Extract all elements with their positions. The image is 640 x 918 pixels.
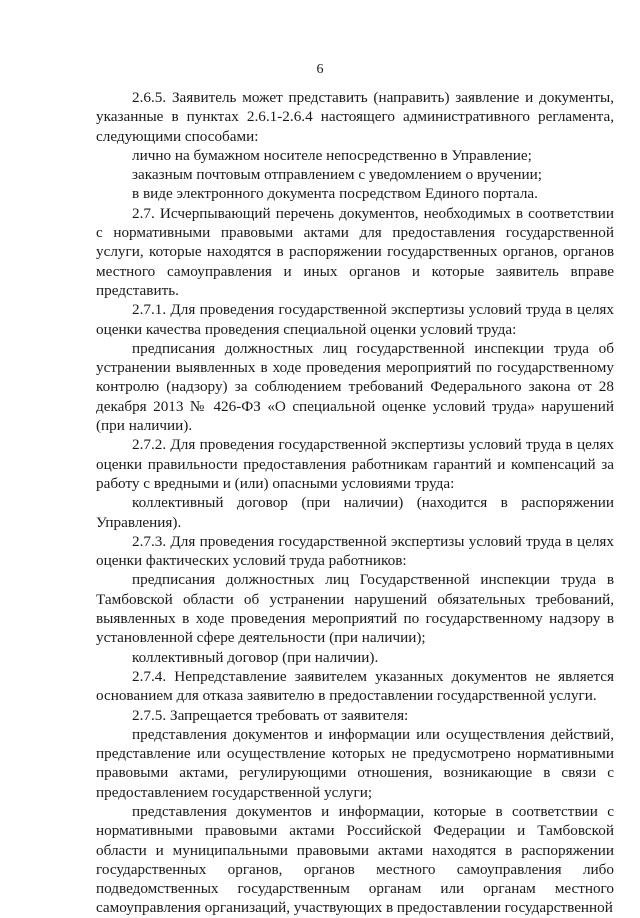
paragraph: представления документов и информации или осуществления действий, представление или осуществление которых не предусмотрено нормативными правовыми актами, регулирующими отношения, возникающие в связи с предоставлением государственной услуги; xyxy=(96,725,614,801)
paragraph: предписания должностных лиц Государственной инспекции труда в Тамбовской области об устранении нарушений обязательных требований, выявленных в ходе проведения мероприятий по государственному надзору в установленной сфере деятельности (при наличии); xyxy=(96,571,614,647)
paragraph: 2.7.3. Для проведения государственной экспертизы условий труда в целях оценки фактических условий труда работников: xyxy=(96,532,614,570)
paragraph: предписания должностных лиц государственной инспекции труда об устранении выявленных в ходе проведения мероприятий по государственному контролю (надзору) за соблюдением требований Федерального закона от 28 декабря 2013 № 426-ФЗ «О специальной оценке условий труда» нарушений (при наличии). xyxy=(96,339,614,435)
paragraph: 2.7.2. Для проведения государственной экспертизы условий труда в целях оценки правильности предоставления работникам гарантий и компенсаций за работу с вредными и (или) опасными условиями труда: xyxy=(96,436,614,492)
paragraph: заказным почтовым отправлением с уведомлением о вручении; xyxy=(132,166,542,184)
document-body xyxy=(96,88,614,918)
paragraph: 2.7.1. Для проведения государственной экспертизы условий труда в целях оценки качества проведения специальной оценки условий труда: xyxy=(96,301,614,338)
paragraph: лично на бумажном носителе непосредственно в Управление; xyxy=(132,146,532,164)
paragraph: коллективный договор (при наличии) (находится в распоряжении Управления). xyxy=(96,494,614,531)
paragraph: 2.7.5. Запрещается требовать от заявителя: xyxy=(132,706,409,724)
page-number: 6 xyxy=(316,62,324,77)
paragraph: 2.7.4. Непредставление заявителем указанных документов не является основанием для отказа заявителю в предоставлении государственной услуги. xyxy=(96,667,614,705)
paragraph: 2.6.5. Заявитель может представить (направить) заявление и документы, указанные в пунктах 2.6.1-2.6.4 настоящего административного регламента, следующими способами: xyxy=(96,89,614,145)
paragraph: в виде электронного документа посредством Единого портала. xyxy=(132,185,538,203)
paragraph: 2.7. Исчерпывающий перечень документов, необходимых в соответствии с нормативными правовыми актами для предоставления государственной услуги, которые находятся в распоряжении государственных органов, органов местного самоуправления и иных органов и которые заявитель вправе представить. xyxy=(96,204,614,299)
paragraph: коллективный договор (при наличии). xyxy=(132,648,379,666)
paragraph: представления документов и информации, которые в соответствии с нормативными правовыми актами Российской Федерации и Тамбовской области и муниципальными правовыми актами находятся в распоряжении государственных органов, органов местного самоуправления либо подведомственных государственным органам или органам местного самоуправления организаций, участвующих в предоставлении государственной xyxy=(96,802,614,917)
